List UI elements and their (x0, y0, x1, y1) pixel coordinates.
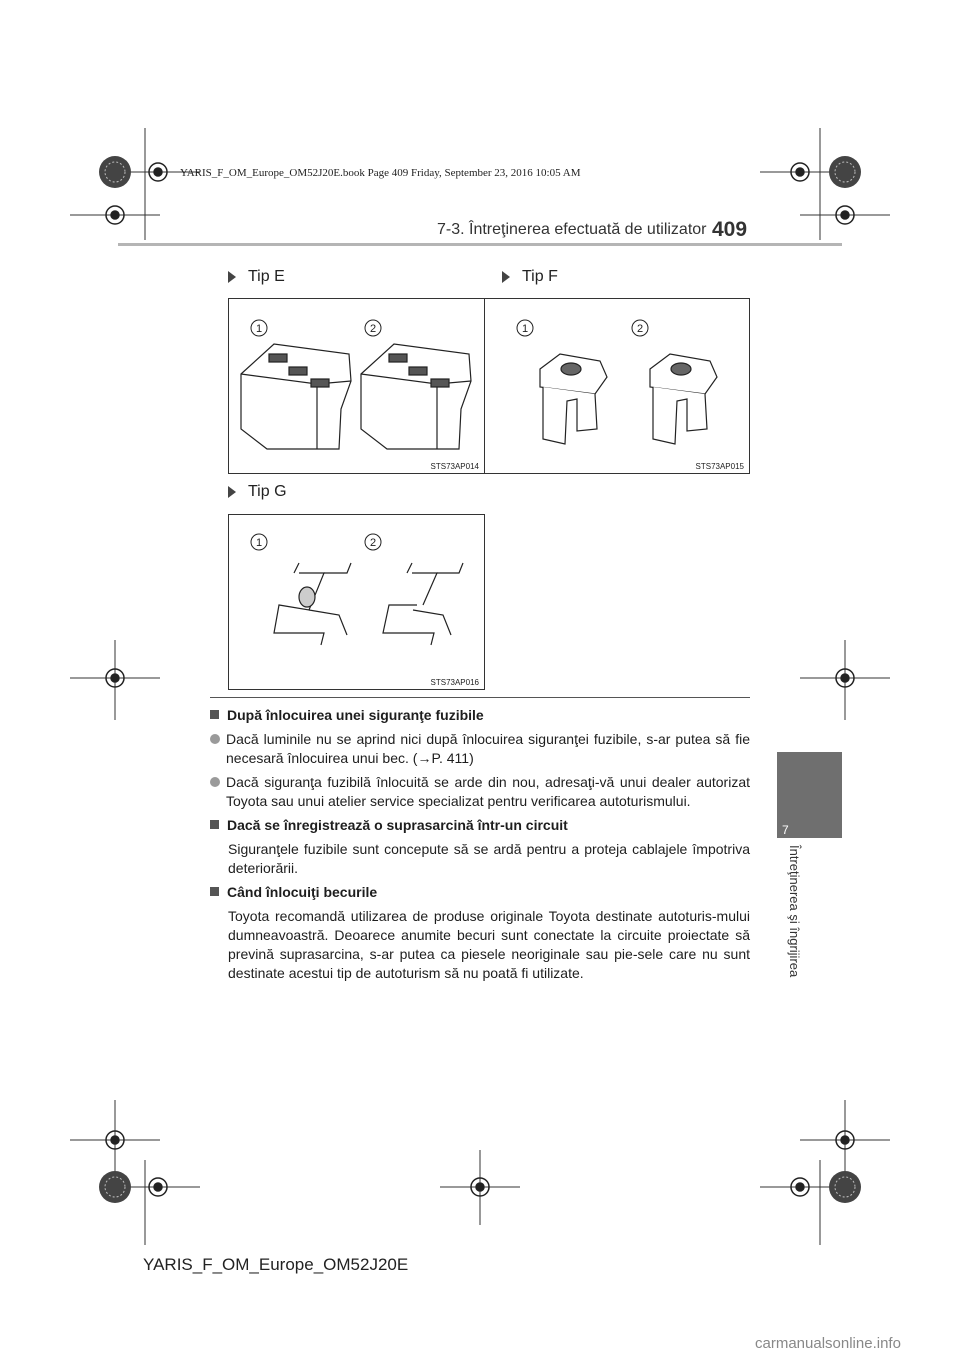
paragraph: Toyota recomandă utilizarea de produse originale Toyota destinate autoturis-mului dumneavoastră. Deoarece anumite becuri sunt conectate la circuite proiectate să prevină suprasarcina, s-ar putea ca piesele neoriginale sau pie-sele care nu sunt destinate acestui tip de autoturism să nu poată fi utilizate. (228, 908, 750, 981)
figure-code: STS73AP016 (430, 678, 479, 687)
figure-tip-e (228, 298, 485, 474)
callout-markers (251, 320, 381, 336)
callout-2: 2 (369, 537, 377, 549)
triangle-icon (228, 486, 236, 498)
chapter-title: Întreţinerea şi îngrijirea (787, 845, 802, 978)
figure-code: STS73AP014 (430, 462, 479, 471)
fuse-type-g-illustration (229, 515, 484, 689)
body-text (210, 706, 750, 983)
section-heading: Când înlocuiţi becurile (210, 883, 750, 902)
list-item: Dacă siguranţa fuzibilă înlocuită se arde din nou, adresaţi-vă unui dealer autorizat Toyota sau unui atelier service specializat pentru verificarea autoturismului. (210, 773, 750, 811)
fuse-g-2 (383, 563, 463, 645)
figure-code: STS73AP015 (695, 462, 744, 471)
figure-label-tip-g: Tip G (228, 483, 287, 501)
triangle-icon (502, 271, 510, 283)
fuse-type-f-illustration (485, 299, 749, 473)
fuse-type-e-illustration (229, 299, 484, 473)
square-bullet-icon (210, 710, 219, 719)
paragraph: Siguranţele fuzibile sunt concepute să se ardă pentru a proteja cablajele împotriva deteriorării. (228, 841, 750, 876)
figure-tip-g (228, 514, 485, 690)
fuse-f-1 (540, 354, 607, 444)
fuse-f-2 (650, 354, 717, 444)
circle-bullet-icon (210, 734, 220, 744)
section-heading: Dacă se înregistrează o suprasarcină într-un circuit (210, 816, 750, 835)
callout-1: 1 (255, 537, 263, 549)
page-number: 409 (712, 218, 748, 241)
fuse-e-2 (361, 344, 471, 449)
header-rule (118, 243, 842, 246)
triangle-icon (228, 271, 236, 283)
figure-label-tip-f: Tip F (502, 268, 558, 286)
document-id: YARIS_F_OM_Europe_OM52J20E (143, 1255, 409, 1274)
callout-1: 1 (521, 323, 529, 335)
square-bullet-icon (210, 820, 219, 829)
chapter-number: 7 (782, 823, 789, 837)
section-heading: După înlocuirea unei siguranţe fuzibile (210, 706, 750, 725)
watermark: carmanualsonline.info (755, 1335, 901, 1352)
callout-1: 1 (255, 323, 263, 335)
fuse-e-1 (241, 344, 351, 449)
print-info: YARIS_F_OM_Europe_OM52J20E.book Page 409 Friday, September 23, 2016 10:05 AM (180, 167, 581, 179)
list-item: Dacă luminile nu se aprind nici după înlocuirea siguranţei fuzibile, s-ar putea să fie necesară înlocuirea unui bec. (→P. 411) (210, 730, 750, 768)
figure-tip-f (484, 298, 750, 474)
figure-label-tip-e: Tip E (228, 268, 285, 286)
circle-bullet-icon (210, 777, 220, 787)
square-bullet-icon (210, 887, 219, 896)
section-rule (210, 697, 750, 698)
callout-2: 2 (369, 323, 377, 335)
chapter-tab (777, 752, 842, 838)
fuse-g-1 (274, 563, 351, 645)
callout-2: 2 (636, 323, 644, 335)
section-title: 7-3. Întreţinerea efectuată de utilizator (437, 221, 707, 238)
